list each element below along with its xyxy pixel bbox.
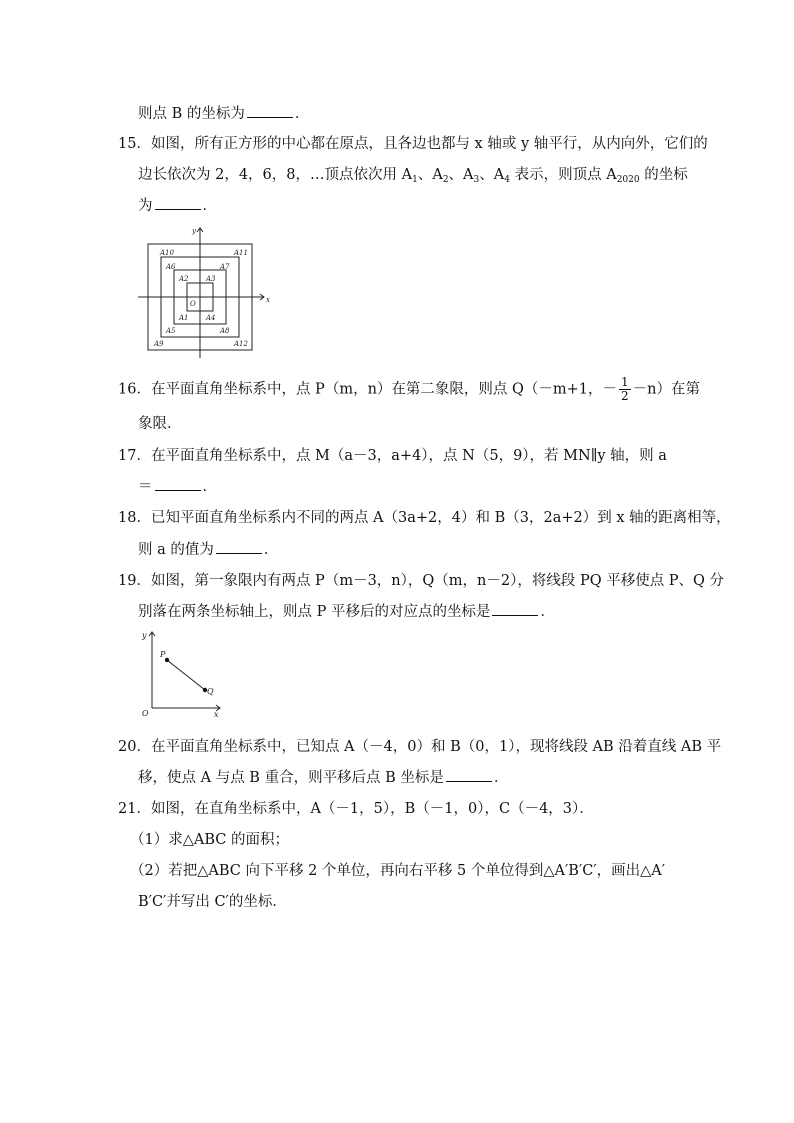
svg-text:A2: A2 (179, 275, 189, 283)
q16-line2: 象限． (138, 416, 182, 432)
answer-blank[interactable] (446, 769, 492, 782)
q16-line1: 16．在平面直角坐标系中，点 P（m，n）在第二象限，则点 Q（－m+1，－ $\frac{1}{2}$ －n）在第 (118, 375, 701, 403)
q19-segment-figure (138, 628, 230, 720)
q18-line1: 18．已知平面直角坐标系内不同的两点 A（3a+2，4）和 B（3，2a+2）到 x 轴的距离相等， (118, 510, 731, 526)
svg-text:x: x (214, 710, 219, 719)
q21-line1: 21．如图，在直角坐标系中，A（－1，5），B（－1，0），C（－4，3）． (118, 801, 594, 817)
svg-text:A9: A9 (154, 340, 164, 348)
svg-text:A3: A3 (206, 275, 216, 283)
q20-line1: 20．在平面直角坐标系中，已知点 A（－4，0）和 B（0，1），现将线段 AB 沿着直线 AB 平 (118, 739, 722, 755)
svg-text:A1: A1 (179, 314, 189, 322)
svg-text:P: P (160, 650, 166, 659)
q17-line1: 17．在平面直角坐标系中，点 M（a－3，a+4），点 N（5，9），若 MN∥y 轴，则 a (118, 448, 667, 464)
q21-part2-line2: B′C′并写出 C′的坐标． (138, 894, 287, 910)
svg-text:A11: A11 (234, 249, 248, 257)
answer-blank[interactable] (155, 197, 201, 210)
q15-line3: 为 ． (138, 198, 217, 214)
answer-blank[interactable] (216, 541, 262, 554)
svg-text:A12: A12 (234, 340, 248, 348)
svg-text:A5: A5 (166, 327, 176, 335)
svg-text:A6: A6 (166, 263, 176, 271)
svg-text:A4: A4 (206, 314, 216, 322)
svg-text:A7: A7 (220, 263, 230, 271)
q18-line2: 则 a 的值为 ． (138, 542, 279, 558)
answer-blank[interactable] (247, 105, 293, 118)
svg-text:x: x (266, 296, 270, 304)
svg-text:O: O (142, 709, 149, 718)
q15-line1: 15．如图，所有正方形的中心都在原点，且各边也都与 x 轴或 y 轴平行，从内向外，它们的 (118, 136, 708, 152)
svg-text:A8: A8 (220, 327, 230, 335)
q20-line2: 移，使点 A 与点 B 重合，则平移后点 B 坐标是 ． (138, 770, 509, 786)
q21-part2-line1: （2）若把△ABC 向下平移 2 个单位，再向右平移 5 个单位得到△A′B′C′，画出△A′ (130, 863, 666, 879)
q15-line2: 边长依次为 2，4，6，8，…顶点依次用 $A_1$、$A_2$、$A_3$、$A_4$ 表示，则顶点 $A_{2020}$ 的坐标 (138, 167, 688, 185)
svg-text:y: y (142, 631, 147, 640)
q14-answer-line: 则点 B 的坐标为 ． (138, 106, 310, 122)
q19-line1: 19．如图，第一象限内有两点 P（m－3，n），Q（m，n－2），将线段 PQ 平移使点 P、Q 分 (118, 573, 725, 589)
q21-part1: （1）求△ABC 的面积； (130, 832, 289, 848)
answer-blank[interactable] (492, 603, 538, 616)
point-p (165, 658, 169, 662)
svg-text:Q: Q (207, 687, 214, 696)
answer-blank[interactable] (155, 478, 201, 491)
svg-text:y: y (192, 227, 196, 235)
q19-line2: 别落在两条坐标轴上，则点 P 平移后的对应点的坐标是 ． (138, 604, 555, 620)
segment-pq (167, 660, 205, 690)
q17-line2: ＝ ． (138, 479, 217, 495)
fraction-one-half: $\frac{1}{2}$ (621, 375, 629, 403)
svg-text:A10: A10 (160, 249, 174, 257)
q15-squares-figure (136, 224, 276, 360)
svg-text:O: O (190, 300, 196, 308)
